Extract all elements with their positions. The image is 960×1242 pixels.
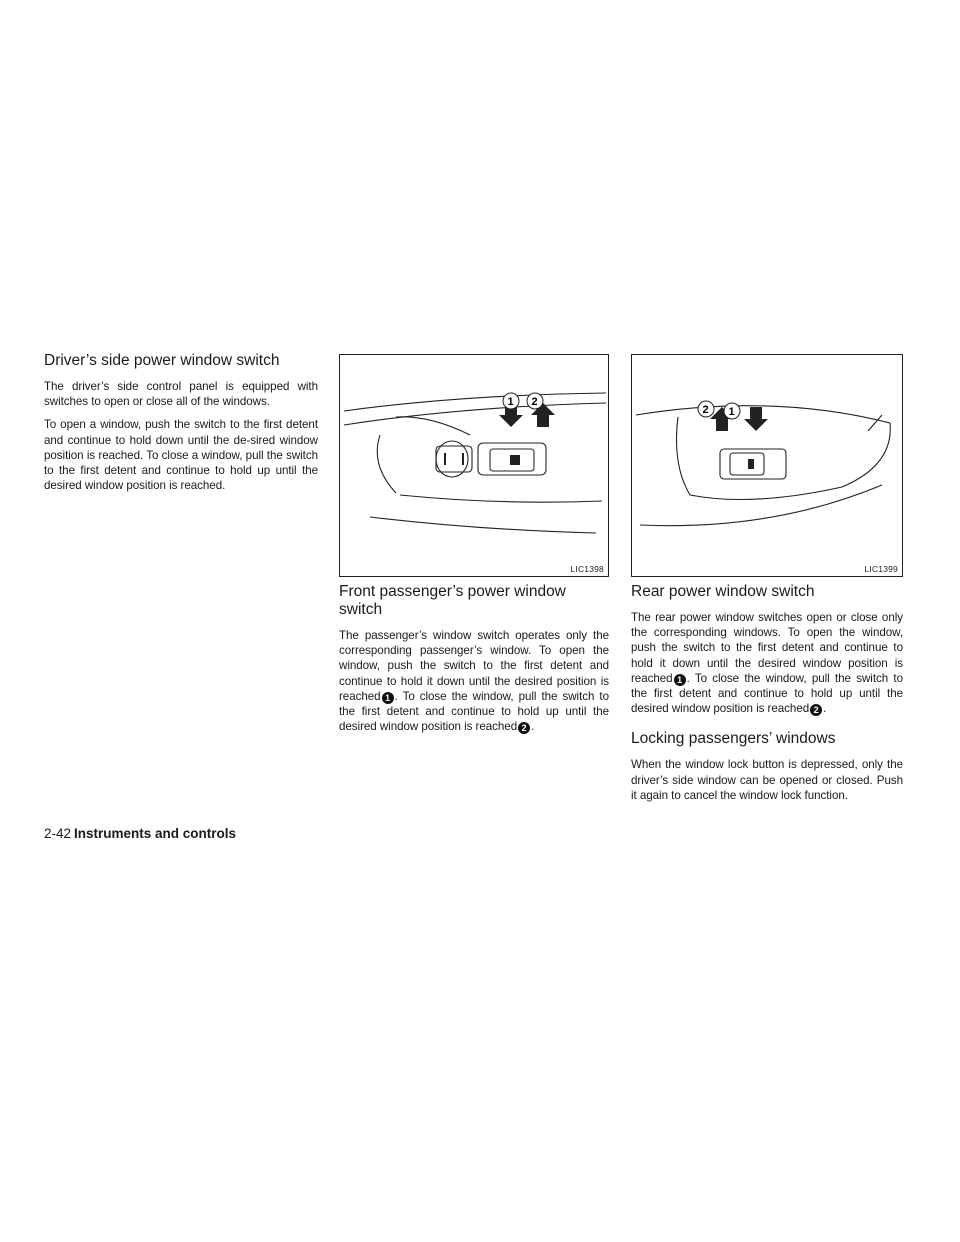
rear-switch-illustration: [632, 355, 904, 578]
callout-marker-2: 2: [810, 704, 822, 716]
rear-window-heading: Rear power window switch: [631, 583, 815, 600]
figure-code: LIC1399: [864, 564, 898, 574]
locking-windows-heading: Locking passengers’ windows: [631, 730, 836, 748]
front-passenger-heading: Front passenger’s power window switch: [339, 583, 566, 618]
section-title: Instruments and controls: [74, 826, 237, 841]
figure-label-1: 1: [728, 406, 735, 418]
callout-marker-1: 1: [382, 692, 394, 704]
callout-marker-1: 1: [674, 674, 686, 686]
front-passenger-section: [339, 354, 609, 742]
front-passenger-paragraph: The passenger’s window switch operates only the corresponding passenger’s window. To open the window, push the switch to the first detent and continue to hold it down until the desired position is reached 1 . To close the window, pull the switch to the first detent and continue to hold up until the desired window position is reached 2 .: [339, 629, 609, 734]
figure-code: LIC1398: [570, 564, 604, 574]
driver-side-paragraph-2: To open a window, push the switch to the first detent and continue to hold down until the de-sired window position is reached. To close a window, pull the switch to the first detent and continue to hold up until the desired window position is reached.: [44, 418, 318, 493]
driver-side-paragraph-1: The driver’s side control panel is equipped with switches to open or close all of the windows.: [44, 380, 318, 409]
rear-window-paragraph: The rear power window switches open or close only the corresponding windows. To open the window, push the switch to the first detent and continue to hold it down until the desired window position is reached 1 . To close the window, pull the switch to the first detent and continue to hold up until the desired window position is reached 2 .: [631, 611, 903, 716]
front-passenger-switch-illustration: [340, 355, 610, 578]
driver-side-section: [44, 352, 318, 501]
figure-label-2: 2: [702, 404, 709, 416]
page-footer: [44, 826, 236, 841]
rear-switch-figure: [631, 354, 903, 577]
locking-windows-paragraph: When the window lock button is depressed, only the driver’s side window can be opened or closed. Push it again to cancel the window lock function.: [631, 758, 903, 802]
figure-label-1: 1: [507, 396, 514, 408]
page-number: 2-42: [44, 826, 72, 841]
rear-window-section: [631, 354, 903, 811]
front-passenger-switch-figure: [339, 354, 609, 577]
driver-side-heading: Driver’s side power window switch: [44, 352, 280, 369]
figure-label-2: 2: [531, 396, 538, 408]
callout-marker-2: 2: [518, 722, 530, 734]
